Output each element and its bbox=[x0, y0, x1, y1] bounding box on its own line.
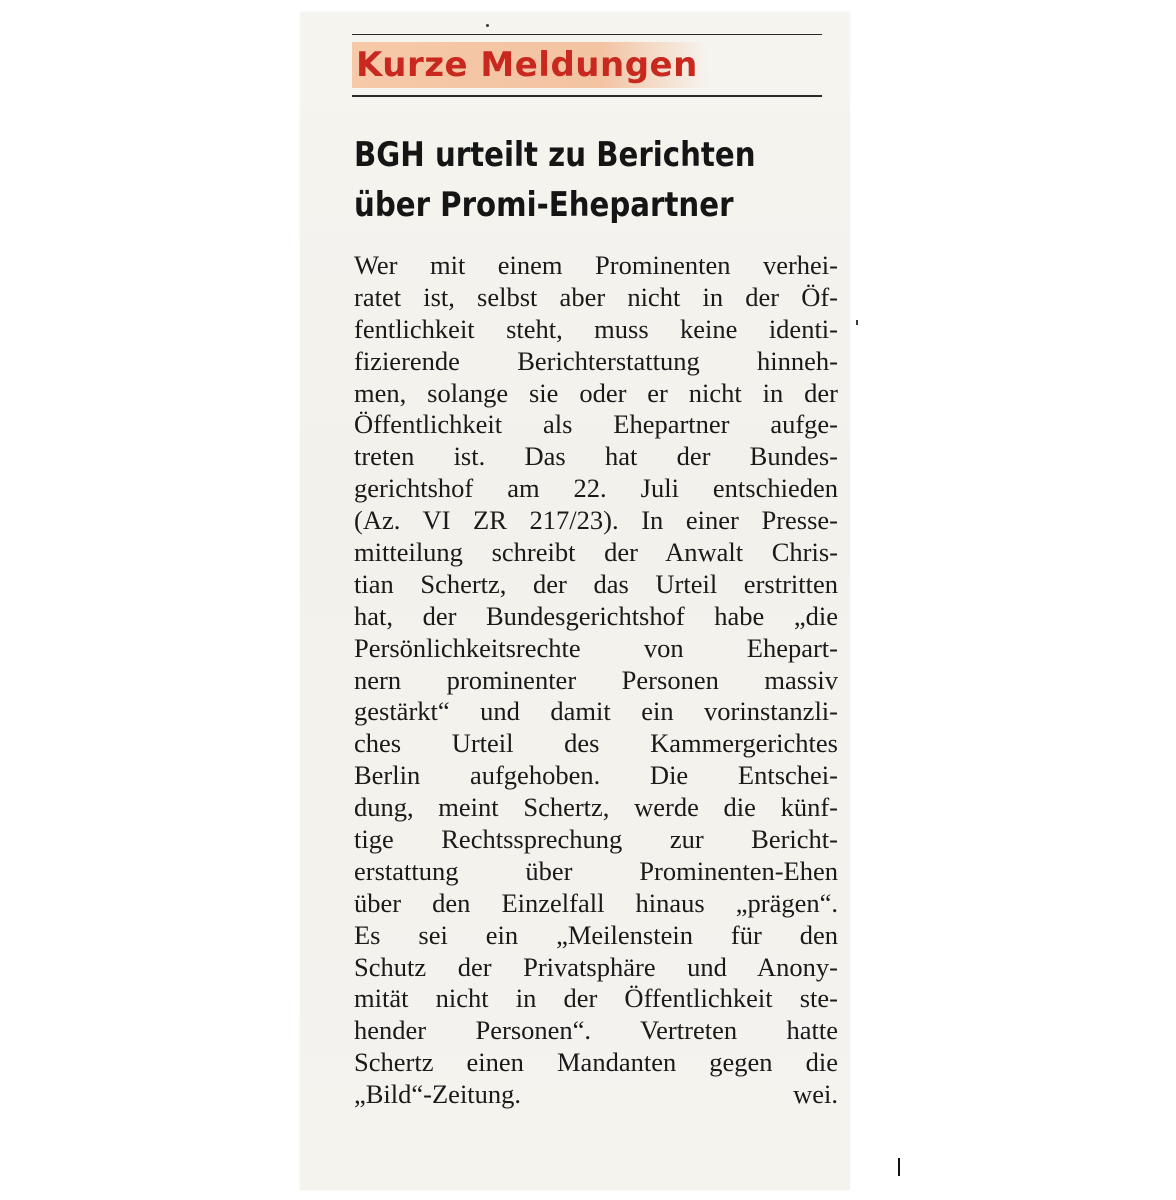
body-line: gestärkt“ und damit ein vorinstanzli- bbox=[354, 696, 838, 727]
body-line: Es sei ein „Meilenstein für den bbox=[354, 919, 838, 950]
body-line: fentlichkeit steht, muss keine identi- bbox=[354, 313, 838, 344]
paper-speck bbox=[486, 24, 489, 27]
body-line: fizierende Berichterstattung hinneh- bbox=[354, 345, 838, 376]
body-line: ches Urteil des Kammergerichtes bbox=[354, 728, 838, 759]
body-line: gerichtshof am 22. Juli entschieden bbox=[354, 473, 838, 504]
paper-speck bbox=[856, 320, 858, 325]
body-line: Wer mit einem Prominenten verhei- bbox=[354, 250, 838, 280]
article-body bbox=[354, 250, 838, 1111]
body-line: hat, der Bundesgerichtshof habe „die bbox=[354, 600, 838, 631]
body-line: tige Rechtssprechung zur Bericht- bbox=[354, 824, 838, 855]
body-line: tian Schertz, der das Urteil erstritten bbox=[354, 568, 838, 599]
body-line: über den Einzelfall hinaus „prägen“. bbox=[354, 887, 838, 918]
body-line: Schutz der Privatsphäre und Anony- bbox=[354, 951, 838, 982]
article-headline bbox=[354, 130, 758, 230]
paper-speck bbox=[898, 1158, 900, 1176]
body-line-final: „Bild“-Zeitung. bbox=[354, 1079, 522, 1110]
body-last-line bbox=[354, 1079, 838, 1111]
body-line: (Az. VI ZR 217/23). In einer Presse- bbox=[354, 505, 838, 536]
body-line: erstattung über Prominenten-Ehen bbox=[354, 855, 838, 886]
headline-line-1: BGH urteilt zu Berichten bbox=[354, 135, 756, 175]
body-line: men, solange sie oder er nicht in der bbox=[354, 377, 838, 408]
body-line: Berlin aufgehoben. Die Entschei- bbox=[354, 760, 838, 791]
section-label: Kurze Meldungen bbox=[352, 42, 708, 88]
body-line: ratet ist, selbst aber nicht in der Öf- bbox=[354, 281, 838, 312]
body-line: hender Personen“. Vertreten hatte bbox=[354, 1015, 838, 1046]
body-line: dung, meint Schertz, werde die künf- bbox=[354, 792, 838, 823]
author-signature: wei. bbox=[793, 1079, 838, 1110]
body-line: mitteilung schreibt der Anwalt Chris- bbox=[354, 537, 838, 568]
section-rule-top bbox=[352, 34, 822, 35]
section-rule-bottom bbox=[352, 95, 822, 97]
body-line: Persönlichkeitsrechte von Ehepart- bbox=[354, 632, 838, 663]
body-line: nern prominenter Personen massiv bbox=[354, 664, 838, 695]
body-line: Öffentlichkeit als Ehepartner aufge- bbox=[354, 409, 838, 440]
headline-line-2: über Promi-Ehepartner bbox=[354, 185, 734, 225]
body-line: treten ist. Das hat der Bundes- bbox=[354, 441, 838, 472]
body-line: mität nicht in der Öffentlichkeit ste- bbox=[354, 983, 838, 1014]
body-line: Schertz einen Mandanten gegen die bbox=[354, 1047, 838, 1078]
